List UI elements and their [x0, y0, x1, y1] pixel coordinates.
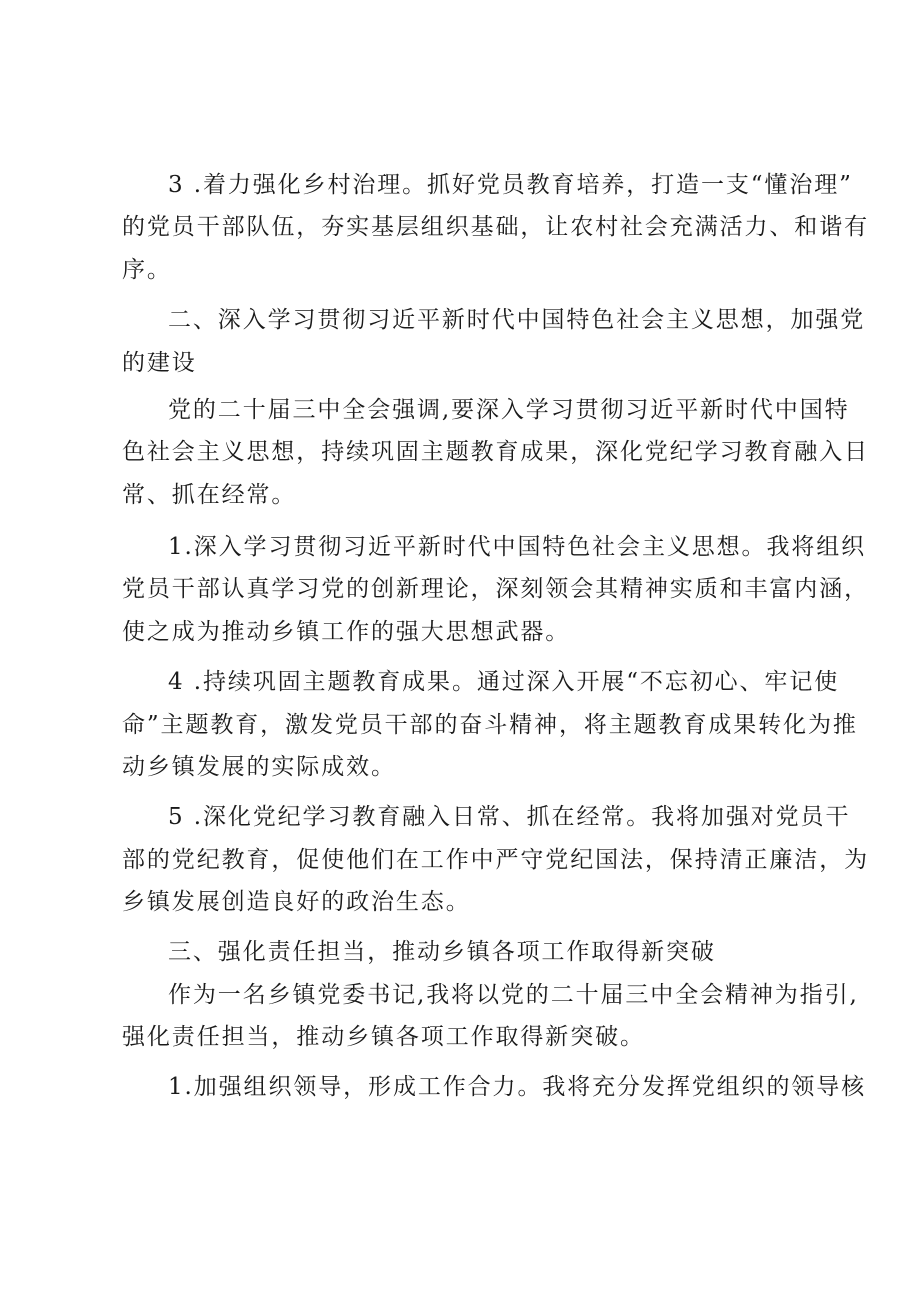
section-heading-3: 三、强化责任担当，推动乡镇各项工作取得新突破: [168, 939, 716, 965]
paragraph-6-line-3: 乡镇发展创造良好的政治生态。: [122, 889, 471, 915]
paragraph-8-line-1: 作为一名乡镇党委书记,我将以党的二十届三中全会精神为指引,: [168, 982, 859, 1008]
paragraph-1-line-1: 3 .着力强化乡村治理。抓好党员教育培养，打造一支“懂治理”: [168, 172, 853, 198]
paragraph-6-line-1: 5 .深化党纪学习教育融入日常、抓在经常。我将加强对党员干: [168, 804, 851, 830]
paragraph-3-line-1: 党的二十届三中全会强调,要深入学习贯彻习近平新时代中国特: [168, 397, 850, 423]
paragraph-1-line-2: 的党员干部队伍，夯实基层组织基础，让农村社会充满活力、和谐有: [122, 214, 869, 240]
section-heading-2-line-2: 的建设: [122, 350, 197, 376]
paragraph-5-line-1: 4 .持续巩固主题教育成果。通过深入开展“不忘初心、牢记使: [168, 669, 840, 695]
paragraph-8-line-2: 强化责任担当，推动乡镇各项工作取得新突破。: [122, 1024, 645, 1050]
paragraph-4-line-1: 1.深入学习贯彻习近平新时代中国特色社会主义思想。我将组织: [168, 534, 867, 560]
paragraph-4-line-3: 使之成为推动乡镇工作的强大思想武器。: [122, 619, 571, 645]
paragraph-3-line-3: 常、抓在经常。: [122, 482, 297, 508]
paragraph-1-line-3: 序。: [122, 257, 172, 283]
paragraph-3-line-2: 色社会主义思想，持续巩固主题教育成果，深化党纪学习教育融入日: [122, 439, 869, 465]
paragraph-6-line-2: 部的党纪教育，促使他们在工作中严守党纪国法，保持清正廉洁，为: [122, 847, 869, 873]
paragraph-5-line-2: 命”主题教育，激发党员干部的奋斗精神，将主题教育成果转化为推: [122, 712, 858, 738]
paragraph-5-line-3: 动乡镇发展的实际成效。: [122, 754, 396, 780]
paragraph-4-line-2: 党员干部认真学习党的创新理论，深刻领会其精神实质和丰富内涵，: [122, 576, 869, 602]
section-heading-2-line-1: 二、深入学习贯彻习近平新时代中国特色社会主义思想，加强党: [168, 307, 866, 333]
paragraph-9-line-1: 1.加强组织领导，形成工作合力。我将充分发挥党组织的领导核: [168, 1074, 867, 1100]
